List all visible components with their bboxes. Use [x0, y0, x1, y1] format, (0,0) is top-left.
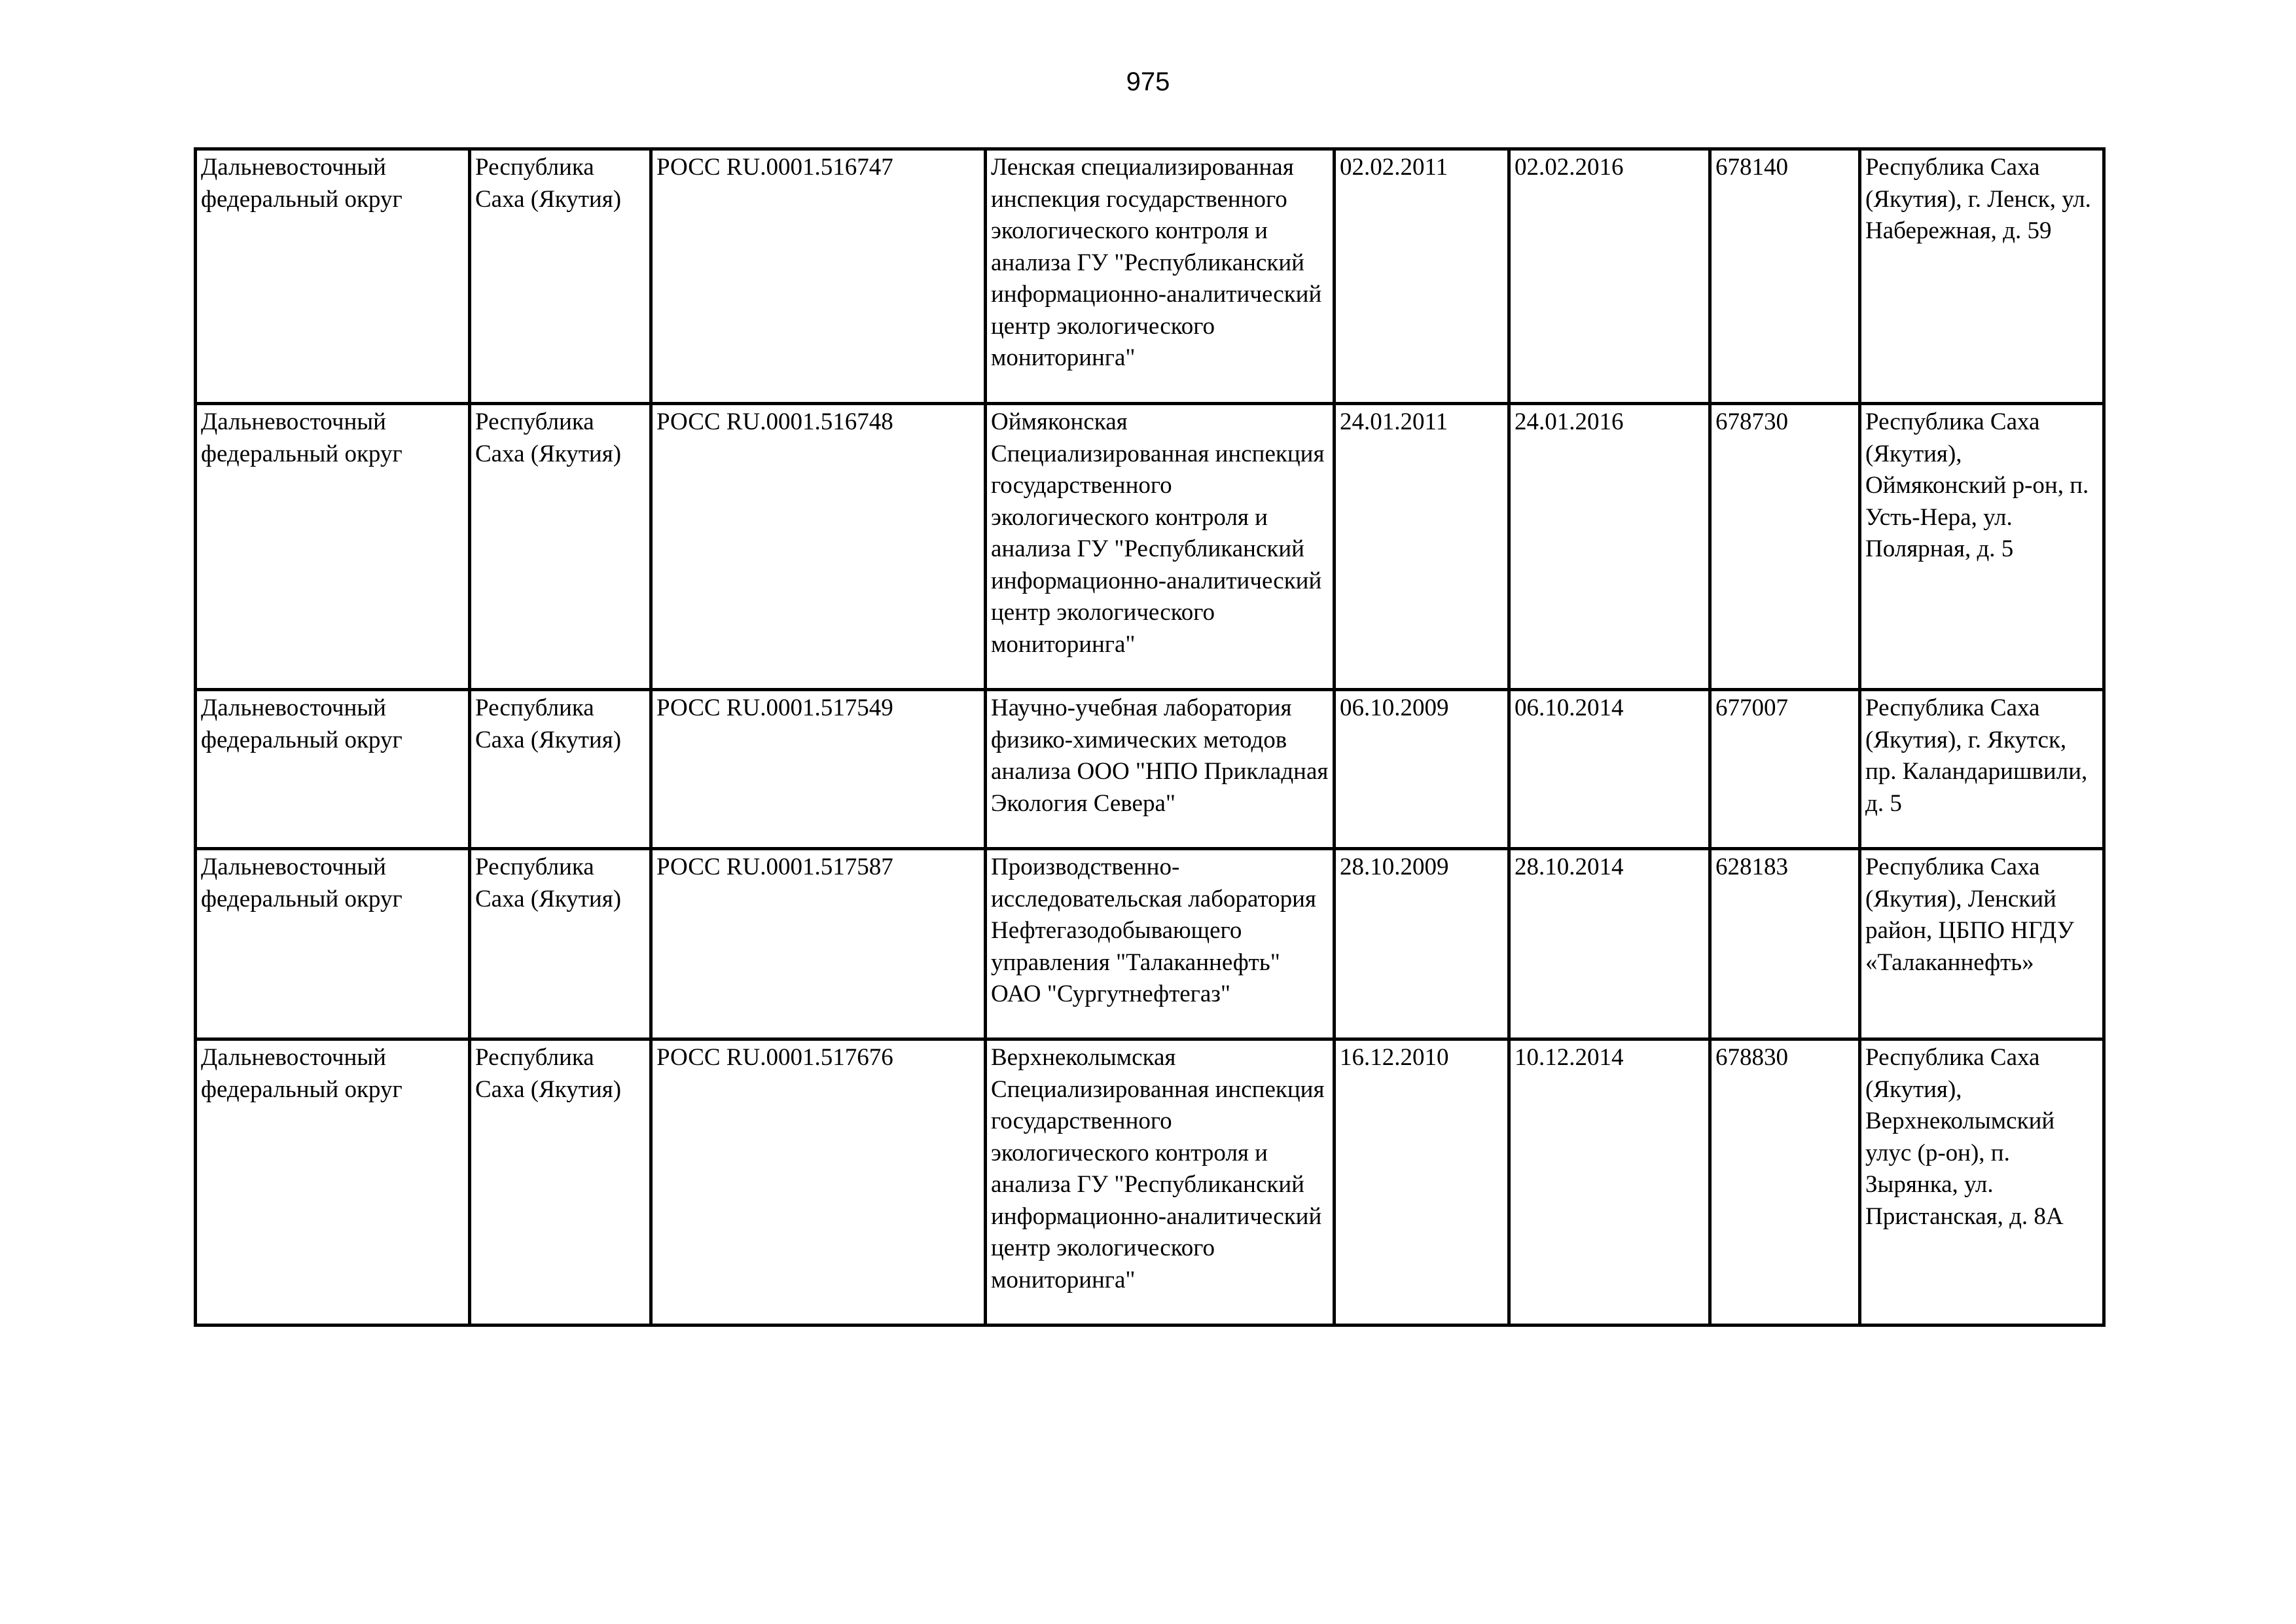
registration-number-cell: РОСС RU.0001.517676: [651, 1039, 986, 1326]
district-cell: Дальневосточный федеральный округ: [196, 690, 470, 849]
table-row: [196, 849, 2104, 1039]
organization-cell: Научно-учебная лаборатория физико-химических методов анализа ООО "НПО Прикладная Экология Севера": [986, 690, 1335, 849]
organization-cell: Ленская специализированная инспекция государственного экологического контроля и анализа ГУ "Республиканский информационно-аналитический центр экологического мониторинга": [986, 149, 1335, 404]
date-to-cell: 24.01.2016: [1509, 404, 1710, 690]
table-row: [196, 149, 2104, 404]
address-cell: Республика Саха (Якутия), г. Ленск, ул. Набережная, д. 59: [1860, 149, 2104, 404]
address-cell: Республика Саха (Якутия), г. Якутск, пр. Каландаришвили, д. 5: [1860, 690, 2104, 849]
region-cell: Республика Саха (Якутия): [470, 404, 651, 690]
registration-number-cell: РОСС RU.0001.517549: [651, 690, 986, 849]
postal-code-cell: 677007: [1710, 690, 1860, 849]
date-to-cell: 02.02.2016: [1509, 149, 1710, 404]
registration-number-cell: РОСС RU.0001.516748: [651, 404, 986, 690]
date-to-cell: 28.10.2014: [1509, 849, 1710, 1039]
organization-cell: Производственно-исследовательская лаборатория Нефтегазодобывающего управления "Талаканнефть" ОАО "Сургутнефтегаз": [986, 849, 1335, 1039]
address-cell: Республика Саха (Якутия), Ленский район, ЦБПО НГДУ «Талаканнефть»: [1860, 849, 2104, 1039]
date-from-cell: 28.10.2009: [1335, 849, 1509, 1039]
registry-table: [194, 147, 2106, 1327]
region-cell: Республика Саха (Якутия): [470, 149, 651, 404]
date-to-cell: 10.12.2014: [1509, 1039, 1710, 1326]
address-cell: Республика Саха (Якутия), Верхнеколымский улус (р-он), п. Зырянка, ул. Пристанская, д. 8А: [1860, 1039, 2104, 1326]
registration-number-cell: РОСС RU.0001.517587: [651, 849, 986, 1039]
postal-code-cell: 678730: [1710, 404, 1860, 690]
table-row: [196, 404, 2104, 690]
date-from-cell: 06.10.2009: [1335, 690, 1509, 849]
postal-code-cell: 628183: [1710, 849, 1860, 1039]
district-cell: Дальневосточный федеральный округ: [196, 1039, 470, 1326]
date-from-cell: 24.01.2011: [1335, 404, 1509, 690]
organization-cell: Оймяконская Специализированная инспекция государственного экологического контроля и анализа ГУ "Республиканский информационно-аналитический центр экологического мониторинга": [986, 404, 1335, 690]
page-number: 975: [1126, 67, 1170, 96]
organization-cell: Верхнеколымская Специализированная инспекция государственного экологического контроля и анализа ГУ "Республиканский информационно-аналитический центр экологического мониторинга": [986, 1039, 1335, 1326]
date-to-cell: 06.10.2014: [1509, 690, 1710, 849]
table-row: [196, 1039, 2104, 1326]
address-cell: Республика Саха (Якутия), Оймяконский р-он, п. Усть-Нера, ул. Полярная, д. 5: [1860, 404, 2104, 690]
region-cell: Республика Саха (Якутия): [470, 849, 651, 1039]
postal-code-cell: 678830: [1710, 1039, 1860, 1326]
date-from-cell: 16.12.2010: [1335, 1039, 1509, 1326]
region-cell: Республика Саха (Якутия): [470, 1039, 651, 1326]
registration-number-cell: РОСС RU.0001.516747: [651, 149, 986, 404]
date-from-cell: 02.02.2011: [1335, 149, 1509, 404]
postal-code-cell: 678140: [1710, 149, 1860, 404]
district-cell: Дальневосточный федеральный округ: [196, 404, 470, 690]
table-row: [196, 690, 2104, 849]
region-cell: Республика Саха (Якутия): [470, 690, 651, 849]
district-cell: Дальневосточный федеральный округ: [196, 149, 470, 404]
district-cell: Дальневосточный федеральный округ: [196, 849, 470, 1039]
